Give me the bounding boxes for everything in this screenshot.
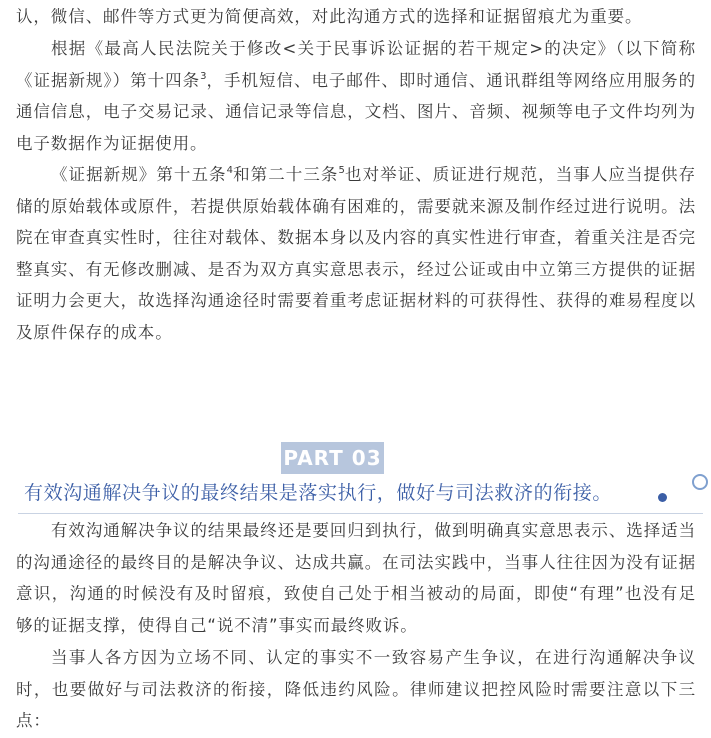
ring-dot-icon: [692, 474, 708, 490]
paragraph-text: 和第二十三条: [232, 165, 339, 184]
paragraph-intro-tail: 认，微信、邮件等方式更为简便高效，对此沟通方式的选择和证据留痕尤为重要。: [16, 7, 643, 26]
paragraph-evidence-rules-15-23: [16, 159, 696, 348]
solid-dot-icon: [658, 493, 667, 502]
paragraph-evidence-rules-14: [16, 33, 696, 159]
footnote-marker: 4: [226, 165, 233, 176]
paragraph-text: 也对举证、质证进行规范，当事人应当提供存储的原始载体或原件，若提供原始载体确有困难的，需要就来源及制作经过进行说明。法院在审查真实性时，往往对载体、数据本身以及内容的真实性进行审查，着重关注是否完整真实、有无修改删减、是否为双方真实意思表示，经过公证或由中立第三方提供的证据证明力会更大，故选择沟通途径时需要着重考虑证据材料的可获得性、获得的难易程度以及原件保存的成本。: [16, 165, 697, 342]
paragraph-text: 根据《最高人民法院关于修改<关于民事诉讼证据的若干规定>的决定》（以下简称《证据新规》）第十四条: [16, 39, 696, 90]
title-divider: [18, 513, 703, 514]
paragraph-text: ，手机短信、电子邮件、即时通信、通讯群组等网络应用服务的通信信息，电子交易记录、通信记录等信息，文档、图片、音频、视频等电子文件均列为电子数据作为证据使用。: [16, 70, 696, 153]
paragraph-text: 《证据新规》第十五条: [51, 165, 227, 184]
footnote-marker: 5: [338, 165, 345, 176]
footnote-marker: 3: [200, 70, 207, 82]
part-badge: PART 03: [281, 442, 384, 474]
paragraph-section-body-2: 当事人各方因为立场不同、认定的事实不一致容易产生争议，在进行沟通解决争议时，也要做好与司法救济的衔接，降低违约风险。律师建议把控风险时需要注意以下三点：: [16, 648, 696, 730]
section-title: 有效沟通解决争议的最终结果是落实执行，做好与司法救济的衔接。: [24, 482, 613, 504]
paragraph-section-body-1: 有效沟通解决争议的结果最终还是要回归到执行，做到明确真实意思表示、选择适当的沟通途径的最终目的是解决争议、达成共赢。在司法实践中，当事人往往因为没有证据意识，沟通的时候没有及时留痕，致使自己处于相当被动的局面，即使“有理”也没有足够的证据支撑，使得自己“说不清”事实而最终败诉。: [16, 521, 696, 635]
